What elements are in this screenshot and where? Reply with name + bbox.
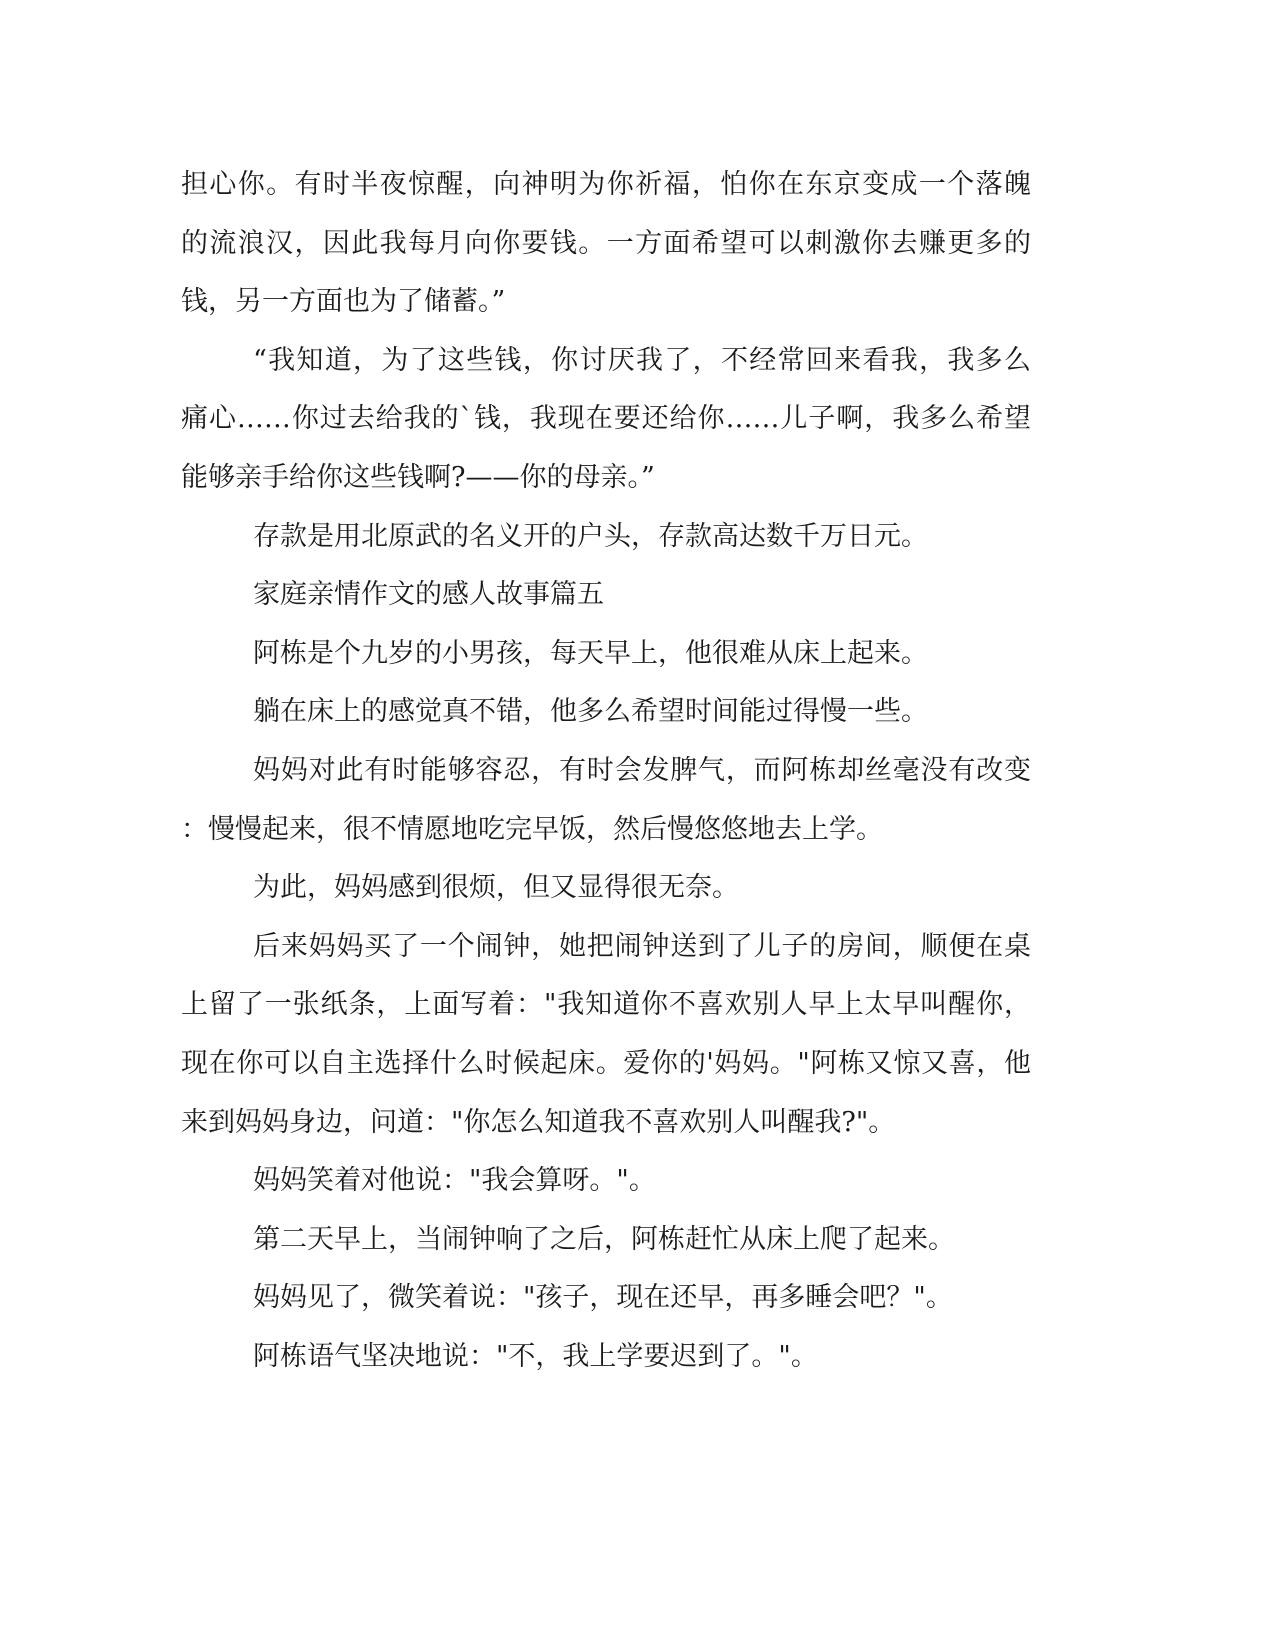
- paragraph-line: ：慢慢起来，很不情愿地吃完早饭，然后慢悠悠地去上学。: [181, 813, 883, 845]
- paragraph-line: “我知道，为了这些钱，你讨厌我了，不经常回来看我，我多么: [253, 344, 1031, 376]
- paragraph-line: 痛心……你过去给我的`钱，我现在要还给你……儿子啊，我多么希望: [181, 403, 1031, 435]
- paragraph-line: 妈妈见了，微笑着说："孩子，现在还早，再多睡会吧？"。: [253, 1282, 953, 1314]
- paragraph-line: 妈妈笑着对他说："我会算呀。"。: [253, 1165, 656, 1197]
- paragraph-line: 存款是用北原武的名义开的户头，存款高达数千万日元。: [253, 520, 928, 552]
- paragraph-line: 来到妈妈身边，问道："你怎么知道我不喜欢别人叫醒我?"。: [181, 1106, 896, 1138]
- paragraph-line: 妈妈对此有时能够容忍，有时会发脾气，而阿栋却丝毫没有改变: [253, 754, 1031, 786]
- paragraph-line: 后来妈妈买了一个闹钟，她把闹钟送到了儿子的房间，顺便在桌: [253, 930, 1031, 962]
- paragraph-line: 第二天早上，当闹钟响了之后，阿栋赶忙从床上爬了起来。: [253, 1223, 955, 1255]
- paragraph-line: 现在你可以自主选择什么时候起床。爱你的'妈妈。"阿栋又惊又喜，他: [181, 1047, 1031, 1079]
- paragraph-line: 为此，妈妈感到很烦，但又显得很无奈。: [253, 872, 739, 904]
- paragraph-line: 担心你。有时半夜惊醒，向神明为你祈福，怕你在东京变成一个落魄: [181, 169, 1031, 200]
- paragraph-line: 的流浪汉，因此我每月向你要钱。一方面希望可以刺激你去赚更多的: [181, 227, 1031, 259]
- paragraph-line: 上留了一张纸条，上面写着："我知道你不喜欢别人早上太早叫醒你，: [181, 989, 1031, 1021]
- paragraph-line: 能够亲手给你这些钱啊?——你的母亲。”: [181, 461, 655, 493]
- paragraph-line: 阿栋是个九岁的小男孩，每天早上，他很难从床上起来。: [253, 637, 928, 669]
- paragraph-line: 阿栋语气坚决地说："不，我上学要迟到了。"。: [253, 1340, 818, 1372]
- section-heading: 家庭亲情作文的感人故事篇五: [253, 579, 604, 611]
- paragraph-line: 躺在床上的感觉真不错，他多么希望时间能过得慢一些。: [253, 696, 928, 728]
- document-body: [181, 156, 1031, 1386]
- paragraph-line: 钱，另一方面也为了储蓄。”: [181, 286, 506, 318]
